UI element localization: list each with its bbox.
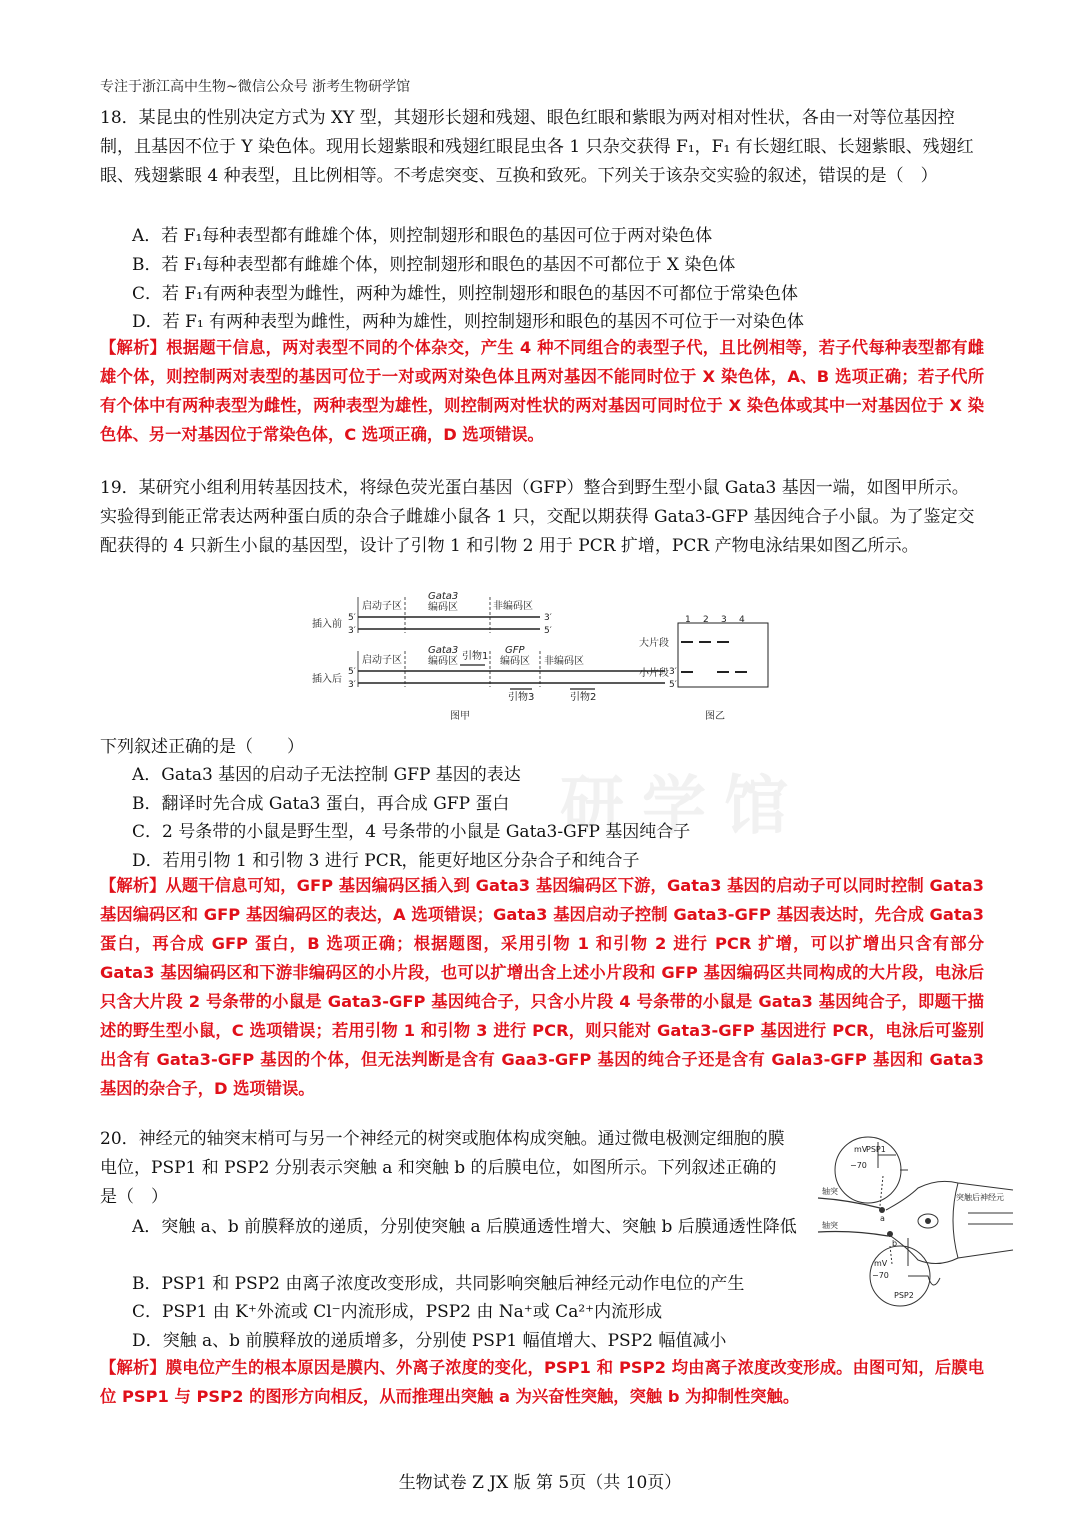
svg-text:启动子区: 启动子区 (362, 655, 402, 666)
page-footer: 生物试卷 Z JX 版 第 5页（共 10页） (398, 1473, 682, 1493)
q18-stem: 18．某昆虫的性别决定方式为 XY 型，其翅形长翅和残翅、眼色红眼和紫眼为两对相对性状，各由一对等位基因控制，且基因不位于 Y 染色体。现用长翅紫眼和残翅红眼昆虫各 1 只杂交获得 F₁，F₁ 有长翅红眼、长翅紫眼、残翅红眼、残翅紫眼 4 种表型，且比例相等。不考虑突变、互换和致死。下列关于该杂交实验的叙述，错误的是（ ） (100, 108, 974, 186)
q20-option-a: A．突触 a、b 前膜释放的递质，分别使突触 a 后膜通透性增大、突触 b 后膜通透性降低 (132, 1217, 797, 1237)
svg-text:3′: 3′ (544, 613, 552, 623)
q18-option-d: D．若 F₁ 有两种表型为雌性，两种为雄性，则控制翅形和眼色的基因不可位于一对染色体 (132, 312, 805, 332)
svg-text:非编码区: 非编码区 (544, 656, 584, 667)
q18-option-a: A．若 F₁每种表型都有雌雄个体，则控制翅形和眼色的基因可位于两对染色体 (132, 226, 713, 246)
q19-option-a: A．Gata3 基因的启动子无法控制 GFP 基因的表达 (132, 765, 521, 785)
svg-text:3′: 3′ (348, 626, 356, 636)
page-header: 专注于浙江高中生物~微信公众号 浙考生物研学馆 (100, 79, 411, 95)
figure-a-caption: 图甲 (450, 711, 470, 722)
svg-text:GFP: GFP (505, 645, 525, 656)
svg-text:5′: 5′ (544, 626, 552, 636)
svg-text:2: 2 (703, 615, 709, 625)
svg-text:5′: 5′ (348, 613, 356, 623)
psp1-label: PSP1 (866, 1145, 886, 1154)
svg-text:5′: 5′ (348, 667, 356, 677)
large-fragment-label: 大片段 (639, 638, 669, 649)
q20-figure (808, 1128, 1023, 1308)
synapse-b-label: b (892, 1239, 898, 1248)
postsynaptic-neuron-label: 突触后神经元 (956, 1193, 1004, 1202)
svg-text:编码区: 编码区 (428, 656, 458, 667)
primer3-label: 引物3 (508, 692, 535, 703)
svg-text:3′: 3′ (669, 667, 677, 677)
svg-text:编码区: 编码区 (500, 656, 530, 667)
q20-analysis: 【解析】膜电位产生的根本原因是膜内、外离子浓度的变化，PSP1 和 PSP2 均由离子浓度改变形成。由图可知，后膜电位 PSP1 与 PSP2 的图形方向相反，从而推理出突触 a 为兴奋性突触，突触 b 为抑制性突触。 (100, 1358, 984, 1406)
q19-analysis: 【解析】从题干信息可知，GFP 基因编码区插入到 Gata3 基因编码区下游，Gata3 基因的启动子可以同时控制 Gata3 基因编码区和 GFP 基因编码区的表达，A 选项错误；Gata3 基因启动子控制 Gata3-GFP 基因表达时，先合成 Gata3 蛋白，再合成 GFP 蛋白，B 选项正确；根据题图，采用引物 1 和引物 2 进行 PCR 扩增，可以扩增出只含有部分 Gata3 基因编码区和下游非编码区的小片段，也可以扩增出含上述小片段和 GFP 基因编码区共同构成的大片段，电泳后只含大片段 2 号条带的小鼠是 Gata3-GFP 基因纯合子，只含小片段 4 号条带的小鼠是 Gata3 基因纯合子，即题干描述的野生型小鼠，C 选项错误；若用引物 1 和引物 3 进行 PCR，则只能对 Gata3-GFP 基因进行 PCR，电泳后可鉴别出含有 Gata3-GFP 基因的个体，但无法判断是含有 Gaa3-GFP 基因的纯合子还是含有 Gala3-GFP 基因和 Gata3 基因的杂合子，D 选项错误。 (100, 876, 984, 1098)
svg-text:3: 3 (721, 615, 727, 625)
mv-label-2: mV (874, 1259, 888, 1268)
figure-a (312, 591, 677, 722)
q19-option-d: D．若用引物 1 和引物 3 进行 PCR，能更好地区分杂合子和纯合子 (132, 851, 640, 871)
q18-option-c: C．若 F₁有两种表型为雌性，两种为雄性，则控制翅形和眼色的基因不可都位于常染色体 (132, 284, 799, 304)
q19-figures (300, 585, 790, 725)
axon-label-b: 轴突 (822, 1221, 838, 1230)
watermark: 研学馆 (560, 769, 806, 844)
svg-text:Gata3: Gata3 (428, 645, 459, 656)
rest-potential-2: −70 (872, 1271, 889, 1280)
q19-option-c: C．2 号条带的小鼠是野生型，4 号条带的小鼠是 Gata3-GFP 基因纯合子 (132, 822, 691, 842)
svg-text:5′: 5′ (669, 680, 677, 690)
svg-text:4: 4 (739, 615, 745, 625)
q20-stem: 20．神经元的轴突末梢可与另一个神经元的树突或胞体构成突触。通过微电极测定细胞的膜电位，PSP1 和 PSP2 分别表示突触 a 和突触 b 的后膜电位，如图所示。下列叙述正确的是（ ） (100, 1129, 785, 1207)
label-before: 插入前 (312, 619, 342, 630)
svg-text:3′: 3′ (348, 680, 356, 690)
mv-label-1: mV (854, 1145, 868, 1154)
primer1-label: 引物1 (462, 651, 489, 662)
q18-analysis: 【解析】根据题干信息，两对表型不同的个体杂交，产生 4 种不同组合的表型子代，且比例相等，若子代每种表型都有雌雄个体，则控制两对表型的基因可位于一对或两对染色体且两对基因不能同时位于 X 染色体，A、B 选项正确；若子代所有个体中有两种表型为雌性，两种表型为雄性，则控制两对性状的两对基因可同时位于 X 染色体或其中一对基因位于 X 染色体、另一对基因位于常染色体，C 选项正确，D 选项错误。 (100, 338, 984, 444)
psp2-label: PSP2 (894, 1291, 914, 1300)
svg-text:编码区: 编码区 (428, 602, 458, 613)
figure-b-caption: 图乙 (705, 711, 725, 722)
promoter-label: 启动子区 (362, 601, 402, 612)
label-after: 插入后 (312, 674, 342, 685)
svg-text:1: 1 (685, 615, 691, 625)
q19-stem: 19．某研究小组利用转基因技术，将绿色荧光蛋白基因（GFP）整合到野生型小鼠 Gata3 基因一端，如图甲所示。实验得到能正常表达两种蛋白质的杂合子雌雄小鼠各 1 只，交配以期获得 Gata3-GFP 基因纯合子小鼠。为了鉴定交配获得的 4 只新生小鼠的基因型，设计了引物 1 和引物 2 用于 PCR 扩增，PCR 产物电泳结果如图乙所示。 (100, 478, 975, 556)
primer2-label: 引物2 (570, 692, 597, 703)
small-fragment-label: 小片段 (639, 668, 669, 679)
svg-text:非编码区: 非编码区 (493, 601, 533, 612)
q18-option-b: B．若 F₁每种表型都有雌雄个体，则控制翅形和眼色的基因不可都位于 X 染色体 (132, 255, 736, 275)
q20-option-c: C．PSP1 由 K⁺外流或 Cl⁻内流形成，PSP2 由 Na⁺或 Ca²⁺内流形成 (132, 1302, 663, 1322)
q20-option-b: B．PSP1 和 PSP2 由离子浓度改变形成，共同影响突触后神经元动作电位的产生 (132, 1274, 745, 1294)
axon-label-a: 轴突 (822, 1187, 838, 1196)
figure-b (639, 615, 768, 722)
q20-option-d: D．突触 a、b 前膜释放的递质增多，分别使 PSP1 幅值增大、PSP2 幅值减小 (132, 1331, 727, 1351)
q19-option-b: B．翻译时先合成 Gata3 蛋白，再合成 GFP 蛋白 (132, 794, 510, 814)
synapse-a-label: a (880, 1214, 885, 1223)
svg-text:Gata3: Gata3 (428, 591, 459, 602)
rest-potential-1: −70 (850, 1161, 867, 1170)
q19-prompt: 下列叙述正确的是（ ） (100, 737, 304, 757)
